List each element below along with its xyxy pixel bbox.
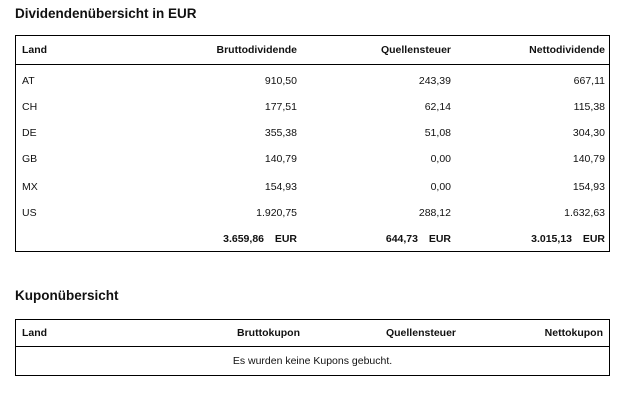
header-land: Land (22, 44, 48, 56)
header-nettodividende: Nettodividende (529, 44, 605, 56)
cell-quellensteuer: 0,00 (430, 181, 451, 193)
cell-brutto: 177,51 (264, 101, 297, 113)
total-brutto: 3.659,86 (223, 233, 264, 245)
cell-land: US (22, 207, 37, 219)
cell-quellensteuer: 288,12 (418, 207, 451, 219)
cell-land: DE (22, 127, 37, 139)
cell-netto: 154,93 (572, 181, 605, 193)
cell-netto: 140,79 (572, 153, 605, 165)
header-bruttokupon: Bruttokupon (237, 327, 300, 339)
table-row (16, 124, 609, 142)
total-netto: 3.015,13 (531, 233, 572, 245)
coupon-table-header (16, 324, 609, 342)
cell-land: MX (22, 181, 38, 193)
dividend-table (15, 35, 610, 252)
header-quellensteuer: Quellensteuer (380, 44, 451, 56)
total-brutto-currency: EUR (274, 233, 297, 245)
table-row (16, 72, 609, 90)
coupon-table (15, 319, 610, 376)
table-row (16, 98, 609, 116)
cell-land: CH (22, 101, 38, 113)
cell-netto: 115,38 (573, 101, 605, 113)
total-quellensteuer: 644,73 (385, 233, 418, 245)
cell-brutto: 140,79 (264, 153, 297, 165)
totals-row (16, 230, 609, 248)
total-quellensteuer-currency: EUR (428, 233, 451, 245)
cell-land: GB (22, 153, 38, 165)
cell-brutto: 1.920,75 (256, 207, 297, 219)
table-row (16, 178, 609, 196)
cell-netto: 667,11 (573, 75, 605, 87)
table-row (16, 150, 609, 168)
dividend-table-header (16, 41, 609, 59)
total-netto-currency: EUR (582, 233, 605, 245)
cell-quellensteuer: 62,14 (424, 101, 451, 113)
cell-netto: 304,30 (572, 127, 605, 139)
cell-brutto: 355,38 (264, 127, 297, 139)
cell-land: AT (22, 75, 35, 87)
cell-quellensteuer: 51,08 (424, 127, 451, 139)
cell-quellensteuer: 243,39 (418, 75, 451, 87)
dividend-section-title: Dividendenübersicht in EUR (15, 6, 197, 21)
header-divider (16, 64, 609, 65)
header-bruttodividende: Bruttodividende (216, 44, 297, 56)
header-divider (16, 346, 609, 347)
table-row (16, 204, 609, 222)
cell-quellensteuer: 0,00 (430, 153, 451, 165)
coupon-section-title: Kuponübersicht (15, 288, 119, 303)
header-quellensteuer: Quellensteuer (385, 327, 456, 339)
header-nettokupon: Nettokupon (544, 327, 603, 339)
cell-brutto: 910,50 (264, 75, 297, 87)
header-land: Land (22, 327, 48, 339)
cell-netto: 1.632,63 (564, 207, 605, 219)
empty-message: Es wurden keine Kupons gebucht. (232, 355, 393, 367)
cell-brutto: 154,93 (264, 181, 297, 193)
